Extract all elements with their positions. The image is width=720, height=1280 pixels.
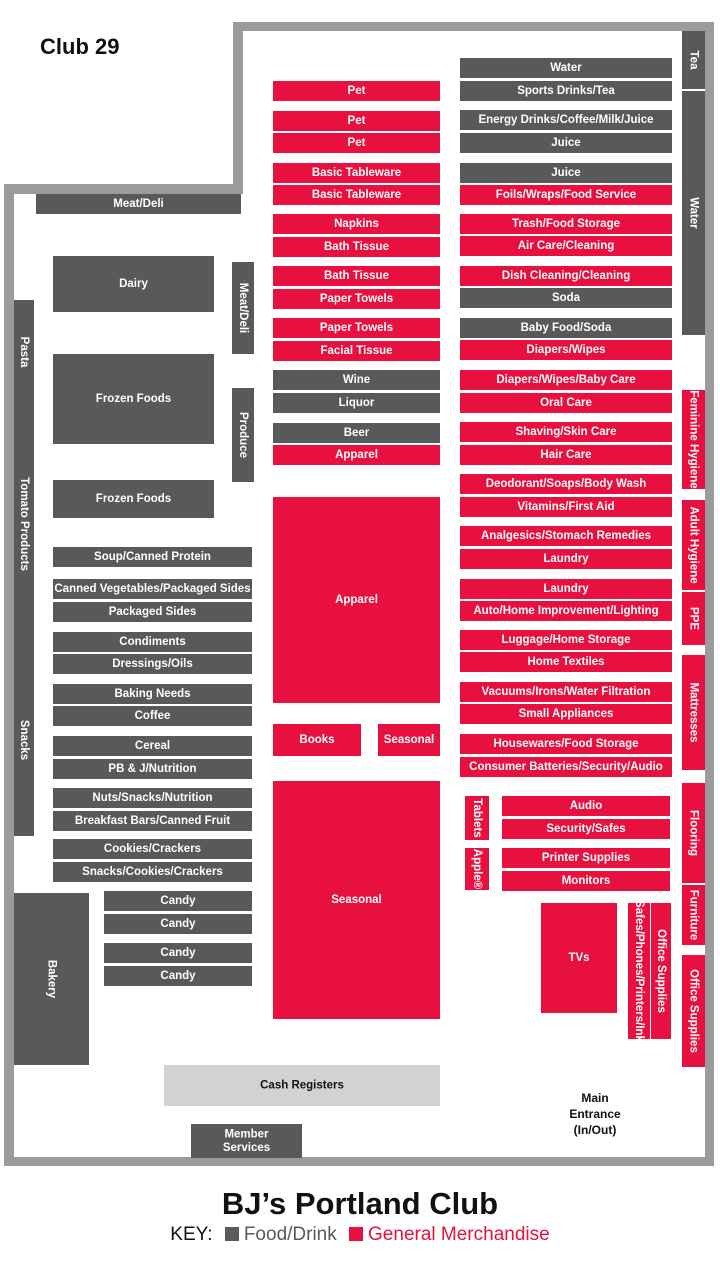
- aisle-label: Soup/Canned Protein: [94, 551, 211, 563]
- club-number: Club 29: [40, 34, 120, 59]
- aisle-label: Apparel: [335, 449, 378, 461]
- aisle-label: Dish Cleaning/Cleaning: [501, 270, 631, 282]
- aisle-label: Dressings/Oils: [112, 658, 193, 670]
- aisle-label: Hair Care: [540, 449, 592, 461]
- general-swatch: [349, 1227, 363, 1241]
- store-title: BJ’s Portland Club: [221, 1186, 499, 1221]
- aisle-label: PB & J/Nutrition: [108, 763, 197, 775]
- aisle-label: Monitors: [561, 875, 611, 887]
- aisle-label: Security/Safes: [546, 823, 626, 835]
- aisle-label: Paper Towels: [319, 293, 394, 305]
- aisle-label: Nuts/Snacks/Nutrition: [92, 792, 213, 804]
- aisle-label: Adult Hygiene: [687, 506, 700, 584]
- aisle-label: Candy: [160, 918, 196, 930]
- aisle-label: Audio: [569, 800, 603, 812]
- aisle-label: Pet: [347, 85, 366, 97]
- aisle-label: Juice: [551, 137, 581, 149]
- aisle-label: Pet: [347, 137, 366, 149]
- aisle-label: Candy: [160, 895, 196, 907]
- aisle-label: Energy Drinks/Coffee/Milk/Juice: [478, 114, 654, 126]
- aisle-label: Oral Care: [540, 397, 592, 409]
- aisle-label: Vitamins/First Aid: [517, 501, 615, 513]
- aisle-label: Mattresses: [687, 682, 700, 743]
- aisle-label: Bakery: [45, 959, 58, 999]
- aisle-label: Breakfast Bars/Canned Fruit: [74, 815, 231, 827]
- aisle-label: Trash/Food Storage: [512, 218, 620, 230]
- aisle-label: Basic Tableware: [311, 189, 402, 201]
- aisle-label: Seasonal: [331, 894, 382, 906]
- aisle-label: Facial Tissue: [320, 345, 393, 357]
- aisle-label: Packaged Sides: [108, 606, 197, 618]
- aisle-label: Apple®: [471, 848, 483, 890]
- aisle-label: PPE: [687, 606, 700, 631]
- aisle-label: Pet: [347, 115, 366, 127]
- aisle-label: Cereal: [134, 740, 171, 752]
- food-swatch: [225, 1227, 239, 1241]
- aisle-label: Office Supplies: [655, 929, 667, 1013]
- aisle-label: Air Care/Cleaning: [517, 240, 615, 252]
- aisle-label: Feminine Hygiene: [687, 390, 700, 489]
- aisle-label: Baking Needs: [114, 688, 191, 700]
- aisle-label: Produce: [237, 411, 249, 459]
- aisle-label: Meat/Deli: [113, 198, 164, 210]
- aisle-label: Candy: [160, 970, 196, 982]
- aisle-label: Cash Registers: [260, 1079, 344, 1092]
- aisle-label: Tablets: [471, 798, 483, 838]
- aisle-label: Basic Tableware: [311, 167, 402, 179]
- aisle-label: Seasonal: [383, 734, 435, 746]
- aisle-label: Apparel: [335, 594, 378, 606]
- aisle-label: Laundry: [543, 553, 589, 565]
- aisle-label: Consumer Batteries/Security/Audio: [469, 761, 663, 773]
- aisle-label: Dairy: [119, 278, 148, 290]
- aisle-label: Water: [687, 197, 700, 229]
- aisle-label: Bath Tissue: [324, 241, 389, 253]
- key-food: Food/Drink: [243, 1224, 337, 1245]
- aisle-label: Juice: [551, 167, 581, 179]
- main-entrance-label: Main Entrance (In/Out): [569, 1091, 621, 1137]
- aisle-label: Snacks/Cookies/Crackers: [82, 866, 223, 878]
- aisle-label: Water: [550, 62, 582, 74]
- aisle-label: Frozen Foods: [95, 393, 172, 405]
- key-label: KEY:: [170, 1224, 213, 1245]
- aisle-label: Vacuums/Irons/Water Filtration: [481, 686, 651, 698]
- aisle-label: Tomato Products: [18, 477, 30, 571]
- aisle-label: Cookies/Crackers: [103, 843, 202, 855]
- aisle-label: Furniture: [687, 889, 700, 941]
- aisle-label: Tea: [687, 50, 700, 70]
- aisle-label: Beer: [343, 427, 370, 439]
- aisle-label: Wine: [342, 374, 371, 386]
- aisle-label: Office Supplies: [687, 969, 700, 1053]
- aisle-label: Pasta: [18, 336, 30, 368]
- aisle-label: Luggage/Home Storage: [501, 634, 631, 646]
- aisle-label: Frozen Foods: [95, 493, 172, 505]
- aisle-label: Soda: [551, 292, 581, 304]
- aisle-label: Meat/Deli: [237, 282, 249, 334]
- aisle-label: Snacks: [18, 719, 30, 761]
- aisle-label: Foils/Wraps/Food Service: [495, 189, 637, 201]
- aisle-label: TVs: [568, 952, 590, 964]
- aisle-label: Member Services: [222, 1128, 271, 1154]
- key-general: General Merchandise: [368, 1224, 550, 1245]
- aisle-label: Napkins: [334, 218, 379, 230]
- map-key: [0, 1224, 720, 1246]
- aisle-label: Auto/Home Improvement/Lighting: [473, 605, 659, 617]
- aisle-label: Diapers/Wipes/Baby Care: [496, 374, 636, 386]
- aisle-label: Deodorant/Soaps/Body Wash: [485, 478, 647, 490]
- aisle-label: Housewares/Food Storage: [493, 738, 639, 750]
- aisle-label: Sports Drinks/Tea: [517, 85, 615, 97]
- aisle-label: Analgesics/Stomach Remedies: [480, 530, 652, 542]
- aisle-label: Small Appliances: [518, 708, 614, 720]
- aisle-label: Coffee: [134, 710, 171, 722]
- aisle-label: Bath Tissue: [324, 270, 389, 282]
- aisle-label: Safes/Phones/Printers/Ink: [633, 900, 645, 1042]
- aisle-label: Shaving/Skin Care: [515, 426, 617, 438]
- aisle-label: Flooring: [687, 810, 700, 856]
- aisle-label: Books: [299, 734, 335, 746]
- aisle-label: Liquor: [338, 397, 375, 409]
- aisle-label: Paper Towels: [319, 322, 394, 334]
- aisle-label: Printer Supplies: [541, 852, 631, 864]
- aisle-label: Baby Food/Soda: [520, 322, 612, 334]
- aisle-label: Candy: [160, 947, 196, 959]
- aisle-label: Home Textiles: [527, 656, 605, 668]
- aisle-label: Laundry: [543, 583, 589, 595]
- aisle-label: Condiments: [119, 636, 186, 648]
- aisle-label: Canned Vegetables/Packaged Sides: [54, 583, 251, 595]
- aisle-label: Diapers/Wipes: [526, 344, 606, 356]
